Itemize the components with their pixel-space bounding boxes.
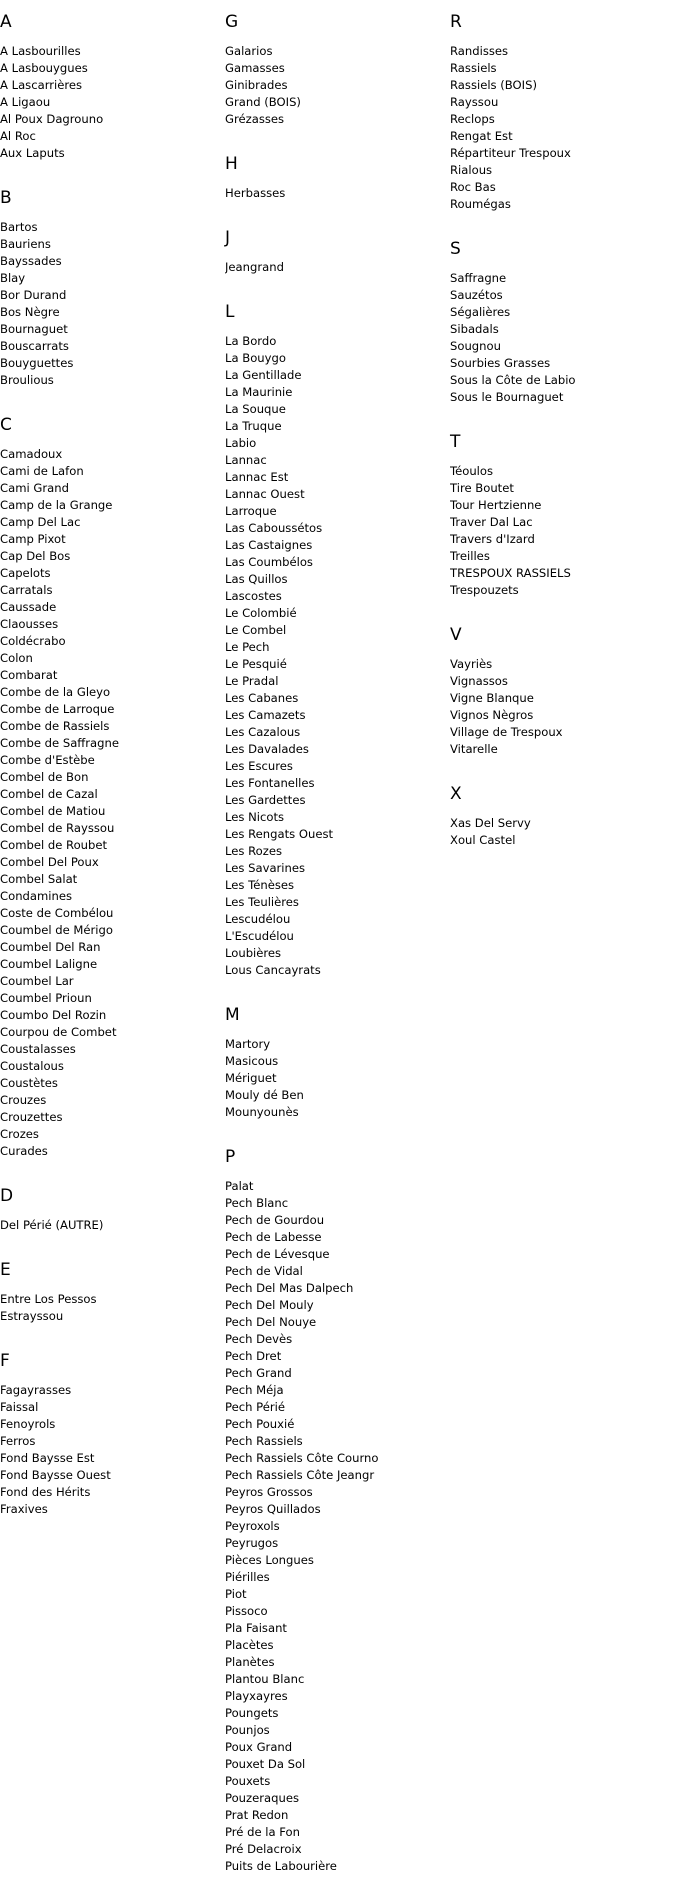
place-name-list: [0, 43, 220, 162]
section-r: [450, 10, 670, 237]
place-name-item: Les Fontanelles: [225, 776, 315, 790]
place-name-item: Le Pradal: [225, 674, 279, 688]
place-name-item: Piérilles: [225, 1570, 270, 1584]
place-name-item: La Maurinie: [225, 385, 293, 399]
place-name-item: Ginibrades: [225, 78, 288, 92]
section-spacer: [225, 128, 445, 152]
place-name-item: Combe de Larroque: [0, 702, 115, 716]
place-name-item: Les Gardettes: [225, 793, 306, 807]
place-name-item: Cap Del Bos: [0, 549, 71, 563]
place-name-item: Coustètes: [0, 1076, 58, 1090]
place-name-item: Grézasses: [225, 112, 285, 126]
section-j: [225, 226, 445, 300]
place-name-item: Bartos: [0, 220, 38, 234]
place-name-item: Le Colombié: [225, 606, 297, 620]
place-name-list: [225, 333, 445, 979]
place-name-item: Peyros Grossos: [225, 1485, 313, 1499]
place-name-item: Tour Hertzienne: [450, 498, 542, 512]
place-name-item: Las Castaignes: [225, 538, 313, 552]
place-name-item: A Lascarrières: [0, 78, 83, 92]
place-name-item: Répartiteur Trespoux: [450, 146, 571, 160]
place-name-item: Palat: [225, 1179, 254, 1193]
place-name-item: Sourbies Grasses: [450, 356, 551, 370]
place-name-item: Trespouzets: [450, 583, 519, 597]
place-name-item: Jeangrand: [225, 260, 284, 274]
place-name-item: Estrayssou: [0, 1309, 64, 1323]
section-g: [225, 10, 445, 152]
section-letter-heading: E: [0, 1260, 11, 1280]
section-v: [450, 623, 670, 782]
place-name-item: Loubières: [225, 946, 282, 960]
place-name-item: Les Rozes: [225, 844, 283, 858]
place-name-item: Ferros: [0, 1434, 36, 1448]
place-name-item: Pouxet Da Sol: [225, 1757, 306, 1771]
place-name-item: Mouly dé Ben: [225, 1088, 304, 1102]
place-name-item: Pouzeraques: [225, 1791, 299, 1805]
place-name-item: Combel de Matiou: [0, 804, 106, 818]
place-name-item: Rassiels (BOIS): [450, 78, 537, 92]
place-name-item: Xoul Castel: [450, 833, 516, 847]
place-name-item: Vayriès: [450, 657, 493, 671]
place-name-list: [225, 185, 445, 202]
place-name-list: [450, 43, 670, 213]
place-name-item: La Bouygo: [225, 351, 286, 365]
place-name-item: Cami Grand: [0, 481, 69, 495]
place-name-item: Les Camazets: [225, 708, 306, 722]
place-name-item: Traver Dal Lac: [450, 515, 533, 529]
place-name-item: Bauriens: [0, 237, 51, 251]
place-name-item: Rayssou: [450, 95, 499, 109]
place-name-item: Entre Los Pessos: [0, 1292, 97, 1306]
place-name-list: [450, 815, 670, 849]
place-name-item: Combel de Cazal: [0, 787, 98, 801]
place-name-item: Masicous: [225, 1054, 279, 1068]
place-name-item: Lannac Ouest: [225, 487, 305, 501]
section-letter-heading: R: [450, 12, 462, 32]
place-name-item: Del Périé (AUTRE): [0, 1218, 104, 1232]
section-spacer: [0, 1234, 220, 1258]
place-name-item: Las Caboussétos: [225, 521, 323, 535]
place-name-item: Broulious: [0, 373, 54, 387]
place-name-item: Vignos Nègros: [450, 708, 534, 722]
place-name-item: Lascostes: [225, 589, 282, 603]
place-name-item: Les Nicots: [225, 810, 285, 824]
place-name-item: Reclops: [450, 112, 495, 126]
place-name-item: Combel de Bon: [0, 770, 89, 784]
place-name-item: Téoulos: [450, 464, 494, 478]
place-name-item: Les Rengats Ouest: [225, 827, 334, 841]
place-name-item: Carratals: [0, 583, 53, 597]
section-letter-heading: C: [0, 415, 12, 435]
place-name-item: Crouzettes: [0, 1110, 63, 1124]
place-name-item: Pré Delacroix: [225, 1842, 302, 1856]
section-letter-heading: A: [0, 12, 12, 32]
place-name-item: Vignassos: [450, 674, 508, 688]
place-name-item: Camp Pixot: [0, 532, 66, 546]
place-name-item: Pech Rassiels Côte Jeangr: [225, 1468, 375, 1482]
place-name-item: Pla Faisant: [225, 1621, 287, 1635]
place-name-item: Prat Redon: [225, 1808, 289, 1822]
place-name-item: Lous Cancayrats: [225, 963, 321, 977]
place-name-item: Pech Méja: [225, 1383, 284, 1397]
place-name-item: Piot: [225, 1587, 247, 1601]
place-name-item: Planètes: [225, 1655, 275, 1669]
place-name-item: Camadoux: [0, 447, 63, 461]
place-name-item: Sous la Côte de Labio: [450, 373, 576, 387]
place-name-item: Fond des Hérits: [0, 1485, 91, 1499]
place-name-item: Coumbel Prioun: [0, 991, 92, 1005]
place-name-list: [450, 463, 670, 599]
place-name-item: Caussade: [0, 600, 57, 614]
place-name-item: Pech Rassiels: [225, 1434, 303, 1448]
section-letter-heading: L: [225, 302, 235, 322]
place-name-list: [225, 1036, 445, 1121]
place-name-item: Randisses: [450, 44, 509, 58]
place-name-item: Sibadals: [450, 322, 499, 336]
section-spacer: [0, 162, 220, 186]
place-name-item: Fagayrasses: [0, 1383, 72, 1397]
place-name-item: Vigne Blanque: [450, 691, 534, 705]
place-name-item: Mériguet: [225, 1071, 277, 1085]
section-letter-heading: G: [225, 12, 239, 32]
section-letter-heading: D: [0, 1186, 14, 1206]
place-name-item: Coumbo Del Rozin: [0, 1008, 107, 1022]
place-name-item: Coste de Combélou: [0, 906, 114, 920]
place-name-item: Lannac: [225, 453, 267, 467]
place-name-item: Pech Périé: [225, 1400, 285, 1414]
section-spacer: [225, 1121, 445, 1145]
place-name-item: Pech Del Mouly: [225, 1298, 314, 1312]
place-name-item: Le Pesquié: [225, 657, 287, 671]
place-name-item: Travers d'Izard: [450, 532, 535, 546]
section-b: [0, 186, 220, 413]
place-name-item: L'Escudélou: [225, 929, 294, 943]
place-name-item: Coumbel Laligne: [0, 957, 98, 971]
place-name-item: Peyroxols: [225, 1519, 280, 1533]
place-name-item: La Truque: [225, 419, 282, 433]
place-name-item: Rengat Est: [450, 129, 513, 143]
place-name-item: Mounyounès: [225, 1105, 299, 1119]
place-name-item: Fraxives: [0, 1502, 48, 1516]
place-name-item: Fond Baysse Ouest: [0, 1468, 111, 1482]
place-name-list: [450, 656, 670, 758]
place-name-item: Combe d'Estèbe: [0, 753, 95, 767]
place-name-item: Bouyguettes: [0, 356, 74, 370]
place-name-item: Pech de Vidal: [225, 1264, 303, 1278]
place-name-item: Coustalous: [0, 1059, 64, 1073]
column-2: [225, 10, 445, 1875]
section-t: [450, 430, 670, 623]
section-spacer: [0, 1160, 220, 1184]
place-name-list: [225, 259, 445, 276]
section-m: [225, 1003, 445, 1145]
place-name-item: Les Escures: [225, 759, 293, 773]
place-name-item: Pech Devès: [225, 1332, 293, 1346]
place-name-item: Combel Del Poux: [0, 855, 99, 869]
section-c: [0, 413, 220, 1184]
place-name-item: Rassiels: [450, 61, 497, 75]
section-e: [0, 1258, 220, 1349]
place-name-item: Grand (BOIS): [225, 95, 301, 109]
place-name-item: Combel Salat: [0, 872, 78, 886]
section-spacer: [450, 758, 670, 782]
place-name-item: Les Ténèses: [225, 878, 295, 892]
place-name-item: Pech Pouxié: [225, 1417, 295, 1431]
place-name-item: Treilles: [450, 549, 490, 563]
place-name-item: Placètes: [225, 1638, 274, 1652]
place-name-item: Les Davalades: [225, 742, 309, 756]
place-name-item: Playxayres: [225, 1689, 288, 1703]
place-name-item: Al Poux Dagrouno: [0, 112, 104, 126]
place-name-item: Fond Baysse Est: [0, 1451, 95, 1465]
place-name-item: A Lasbouygues: [0, 61, 88, 75]
place-name-item: Saffragne: [450, 271, 507, 285]
place-name-item: Roumégas: [450, 197, 511, 211]
place-name-item: Capelots: [0, 566, 51, 580]
place-name-item: Pièces Longues: [225, 1553, 314, 1567]
place-name-item: Combel de Rayssou: [0, 821, 115, 835]
section-x: [450, 782, 670, 849]
place-name-item: Galarios: [225, 44, 273, 58]
place-name-item: Combe de la Gleyo: [0, 685, 111, 699]
place-name-item: Pech Rassiels Côte Courno: [225, 1451, 379, 1465]
place-name-item: Labio: [225, 436, 257, 450]
place-name-item: Lescudélou: [225, 912, 291, 926]
place-name-list: [0, 1382, 220, 1518]
place-name-item: Pouxets: [225, 1774, 271, 1788]
place-name-item: Pech de Labesse: [225, 1230, 322, 1244]
section-letter-heading: B: [0, 188, 12, 208]
place-name-item: Village de Trespoux: [450, 725, 563, 739]
place-name-item: La Souque: [225, 402, 286, 416]
place-name-item: Bouscarrats: [0, 339, 69, 353]
place-name-item: Bos Nègre: [0, 305, 60, 319]
section-spacer: [0, 1325, 220, 1349]
place-name-item: La Gentillade: [225, 368, 302, 382]
section-p: [225, 1145, 445, 1875]
place-name-item: Pissoco: [225, 1604, 268, 1618]
place-name-item: Camp Del Lac: [0, 515, 81, 529]
place-name-item: Vitarelle: [450, 742, 498, 756]
place-name-item: Crouzes: [0, 1093, 47, 1107]
place-name-item: Gamasses: [225, 61, 285, 75]
place-name-item: Coumbel de Mérigo: [0, 923, 113, 937]
place-name-item: Coldécrabo: [0, 634, 66, 648]
place-name-item: Pech Del Nouye: [225, 1315, 317, 1329]
place-name-item: Colon: [0, 651, 33, 665]
place-name-item: Pounjos: [225, 1723, 270, 1737]
place-name-item: Pech de Lévesque: [225, 1247, 330, 1261]
place-name-item: Aux Laputs: [0, 146, 65, 160]
section-spacer: [0, 389, 220, 413]
place-name-item: Pech Blanc: [225, 1196, 289, 1210]
place-name-item: Roc Bas: [450, 180, 496, 194]
place-name-item: Pech Dret: [225, 1349, 282, 1363]
section-spacer: [450, 213, 670, 237]
place-name-list: [0, 446, 220, 1160]
place-name-item: Bayssades: [0, 254, 62, 268]
section-letter-heading: V: [450, 625, 462, 645]
place-name-item: Coumbel Del Ran: [0, 940, 101, 954]
place-name-item: Martory: [225, 1037, 271, 1051]
place-name-list: [0, 219, 220, 389]
section-letter-heading: J: [225, 228, 231, 248]
place-name-list: [0, 1291, 220, 1325]
place-name-item: Combarat: [0, 668, 58, 682]
place-name-item: Combel de Roubet: [0, 838, 108, 852]
section-letter-heading: T: [450, 432, 461, 452]
section-letter-heading: S: [450, 239, 461, 259]
place-name-item: Plantou Blanc: [225, 1672, 305, 1686]
place-name-item: Fenoyrols: [0, 1417, 56, 1431]
place-name-item: Faissal: [0, 1400, 39, 1414]
column-1: [0, 10, 220, 1518]
place-name-item: Blay: [0, 271, 26, 285]
place-name-item: Puits de Labourière: [225, 1859, 337, 1873]
place-name-item: Curades: [0, 1144, 48, 1158]
section-l: [225, 300, 445, 1003]
place-name-item: Al Roc: [0, 129, 36, 143]
place-name-item: Sous le Bournaguet: [450, 390, 564, 404]
place-name-item: Bor Durand: [0, 288, 67, 302]
section-h: [225, 152, 445, 226]
place-name-item: A Lasbourilles: [0, 44, 81, 58]
section-letter-heading: X: [450, 784, 462, 804]
place-name-item: Combe de Rassiels: [0, 719, 110, 733]
place-name-item: Peyrugos: [225, 1536, 279, 1550]
section-letter-heading: P: [225, 1147, 236, 1167]
section-s: [450, 237, 670, 430]
section-spacer: [450, 406, 670, 430]
place-name-item: Ségalières: [450, 305, 511, 319]
place-name-item: Les Cazalous: [225, 725, 301, 739]
place-name-item: Pech de Gourdou: [225, 1213, 325, 1227]
place-name-item: Pré de la Fon: [225, 1825, 301, 1839]
place-name-item: Rialous: [450, 163, 493, 177]
place-name-item: Les Cabanes: [225, 691, 299, 705]
place-name-item: La Bordo: [225, 334, 277, 348]
place-name-item: Las Coumbélos: [225, 555, 313, 569]
place-name-item: Condamines: [0, 889, 73, 903]
place-name-item: Poux Grand: [225, 1740, 293, 1754]
place-name-item: Les Savarines: [225, 861, 306, 875]
section-letter-heading: F: [0, 1351, 10, 1371]
section-letter-heading: H: [225, 154, 238, 174]
section-spacer: [225, 276, 445, 300]
place-name-item: Las Quillos: [225, 572, 288, 586]
place-name-item: Combe de Saffragne: [0, 736, 120, 750]
place-name-item: Le Combel: [225, 623, 287, 637]
place-name-item: Camp de la Grange: [0, 498, 113, 512]
place-name-item: TRESPOUX RASSIELS: [450, 566, 571, 580]
column-3: [450, 10, 670, 849]
place-name-item: Poungets: [225, 1706, 279, 1720]
place-name-item: Lannac Est: [225, 470, 289, 484]
section-spacer: [225, 202, 445, 226]
section-d: [0, 1184, 220, 1258]
place-name-item: Coumbel Lar: [0, 974, 74, 988]
place-name-item: Xas Del Servy: [450, 816, 531, 830]
place-name-item: Bournaguet: [0, 322, 68, 336]
place-name-item: Courpou de Combet: [0, 1025, 117, 1039]
place-name-item: Crozes: [0, 1127, 39, 1141]
place-name-item: Cami de Lafon: [0, 464, 84, 478]
place-name-item: Le Pech: [225, 640, 270, 654]
place-name-item: Tire Boutet: [450, 481, 514, 495]
place-name-item: Coustalasses: [0, 1042, 76, 1056]
place-name-item: Sougnou: [450, 339, 501, 353]
place-name-list: [225, 43, 445, 128]
place-name-item: Sauzétos: [450, 288, 503, 302]
place-name-list: [225, 1178, 445, 1875]
section-spacer: [450, 599, 670, 623]
section-spacer: [225, 979, 445, 1003]
place-name-item: Herbasses: [225, 186, 286, 200]
place-name-item: Pech Del Mas Dalpech: [225, 1281, 354, 1295]
place-name-item: Claousses: [0, 617, 59, 631]
place-name-item: Les Teulières: [225, 895, 299, 909]
place-name-item: A Ligaou: [0, 95, 51, 109]
place-name-item: Peyros Quillados: [225, 1502, 321, 1516]
place-name-item: Larroque: [225, 504, 277, 518]
section-f: [0, 1349, 220, 1518]
place-name-list: [0, 1217, 220, 1234]
section-a: [0, 10, 220, 186]
place-name-list: [450, 270, 670, 406]
place-name-item: Pech Grand: [225, 1366, 292, 1380]
section-letter-heading: M: [225, 1005, 240, 1025]
